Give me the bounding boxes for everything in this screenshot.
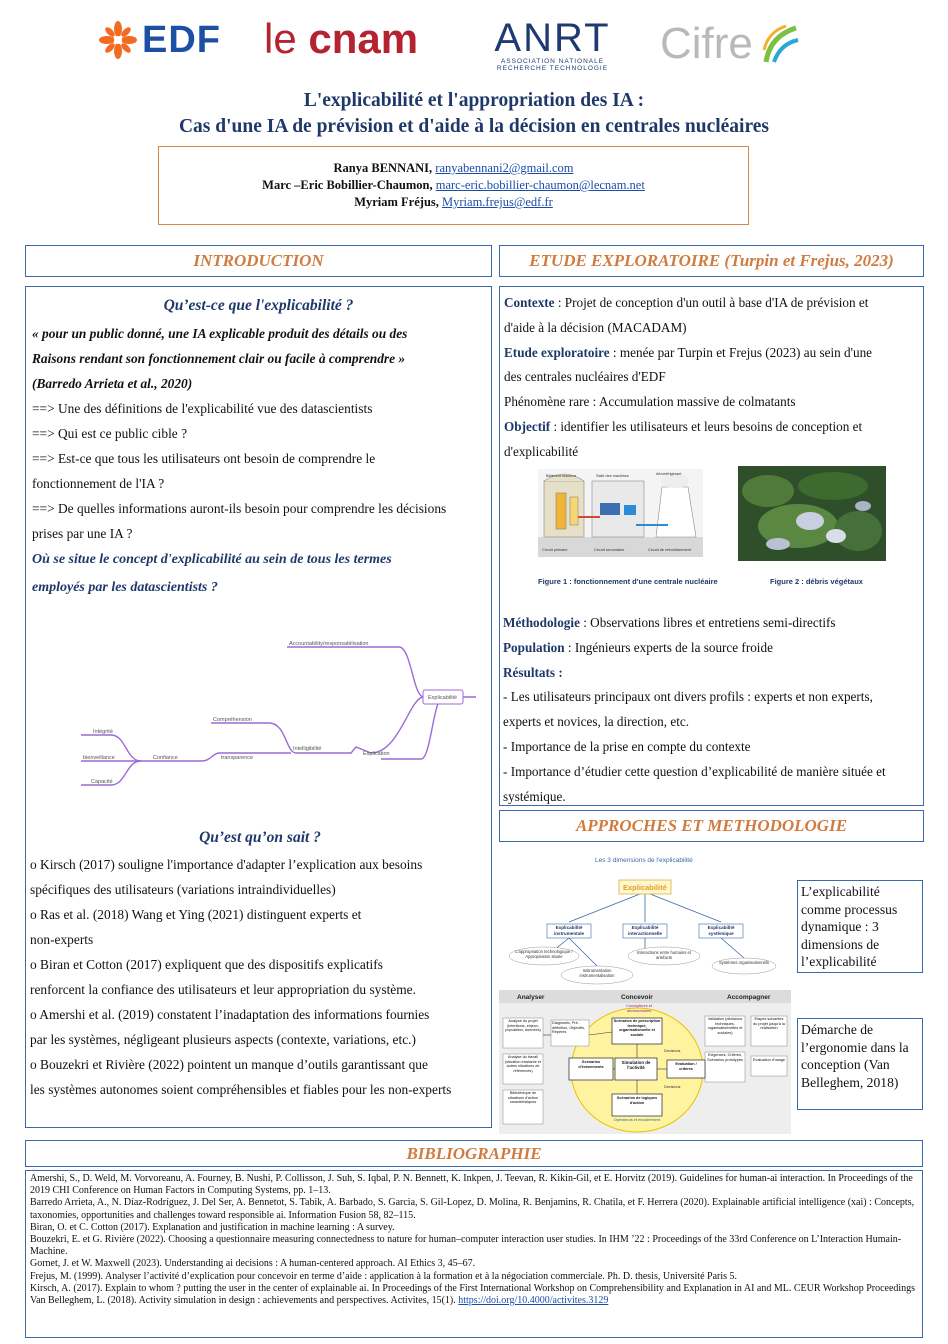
- result-line: - Importance de la prise en compte du contexte: [503, 738, 751, 754]
- vegetal-debris-photo: [738, 466, 886, 561]
- objective-line: [504, 415, 919, 440]
- etude-section-title: ETUDE EXPLORATOIRE (Turpin et Frejus, 2023): [499, 245, 924, 277]
- plant-label-aero: Aéroréfrigérant: [656, 472, 682, 476]
- objective-line: d'explicabilité: [504, 443, 579, 459]
- three-dimensions-diagram: [499, 852, 791, 985]
- intro-line: ==> Qui est ce public cible ?: [32, 426, 188, 441]
- map-node-bienveillance: bienveillance: [83, 755, 115, 761]
- logo-edf: [98, 18, 228, 64]
- question-concept-location-line1: Où se situe le concept d'explicabilité au sein de tous les termes: [32, 552, 392, 567]
- intro-line: ==> Est-ce que tous les utilisateurs ont besoin de comprendre le: [32, 451, 376, 466]
- plant-label-secondaire: Circuit secondaire: [594, 548, 625, 552]
- cnam-logo-right: cnam: [308, 15, 419, 62]
- definition-quote-line1: « pour un public donné, une IA explicable produit des détails ou des: [32, 326, 408, 341]
- exigences-criteres: Exigences, Critères, Scénarios prototypes: [707, 1053, 743, 1062]
- dimension-interactional: Explicabilité interactionnelle: [628, 925, 662, 936]
- reference-item: Gornet, J. et W. Maxwell (2023). Understanding ai decisions : A human-centered approach. AI Ethics 3, 45–67.: [30, 1258, 476, 1270]
- nuclear-plant-figure: [538, 469, 703, 557]
- anrt-logo-sub2: RECHERCHE TECHNOLOGIE: [496, 65, 609, 72]
- map-node-integrite: Intégrité: [93, 729, 113, 735]
- concept-mind-map: [81, 635, 481, 795]
- objective-text: : identifier les utilisateurs et leurs besoins de conception et: [550, 418, 863, 434]
- dimension-leaf-interactions: Interactions entre humains et artefacts: [636, 950, 691, 960]
- decisions-top: Décisions: [664, 1049, 681, 1053]
- study-line: des centrales nucléaires d'EDF: [504, 369, 666, 385]
- known-item: o Amershi et al. (2019) constatent l’inadaptation des informations fournies: [30, 1007, 430, 1022]
- author-row: [159, 177, 748, 194]
- dimension-systemic: Explicabilité systémique: [707, 925, 735, 936]
- dimensions-root: Explicabilité: [623, 883, 667, 892]
- context-text: : Projet de conception d'un outil à base d'IA de prévision et: [554, 295, 869, 310]
- introduction-box: [25, 286, 492, 1128]
- intro-line: fonctionnement de l'IA ?: [32, 476, 165, 491]
- definition-quote-line2: Raisons rendant son fonctionnement clair ou facile à comprendre »: [32, 351, 406, 366]
- phase-concevoir: Concevoir: [621, 994, 653, 1001]
- simulation-activite: Simulation de l'activité: [621, 1060, 651, 1071]
- cnam-logo-left: le: [264, 15, 309, 62]
- poster-title-line1: L'explicabilité et l'appropriation des IA :: [303, 90, 645, 111]
- diagnostic: Diagnostic, Pré-définition, Objectifs, Repères: [552, 1021, 586, 1035]
- author-name: Ranya BENNANI,: [333, 161, 436, 175]
- ergonomics-explanation-box: Démarche de l’ergonomie dans la conception (Van Belleghem, 2018): [797, 1018, 923, 1110]
- result-line: systémique.: [503, 788, 566, 804]
- decisions-bottom: Décisions: [664, 1085, 681, 1089]
- map-node-capacite: Capacité: [91, 779, 113, 785]
- edf-logo-text: EDF: [142, 19, 221, 61]
- phase-analyser: Analyser: [517, 994, 545, 1001]
- etapes-suivantes: Étapes suivantes du projet jusqu'à la réalisation: [753, 1017, 785, 1031]
- logo-cifre: [660, 18, 805, 70]
- dimension-leaf-systemes: Systèmes organisationnels: [718, 960, 770, 965]
- anrt-logo-text: ANRT: [494, 16, 611, 60]
- scenarios-prescription: Scénarios de prescription technique, organisationnelle et sociale: [613, 1019, 661, 1037]
- reference-item: Kirsch, A. (2017). Explain to whom ? putting the user in the center of explainable ai. In Proceedings of the First International Workshop on Comprehensibility and Explanation in AI and ML. CEUR Workshop Proceedings: [30, 1282, 916, 1294]
- known-item: renforcent la confiance des utilisateurs et leur appropriation du système.: [30, 982, 416, 997]
- reference-item: Barredo Arrieta, A., N. Díaz-Rodríguez, J. Del Ser, A. Bennetot, S. Tabik, A. Barbado, S. Garcia, S. Gil-Lopez, D. Molina, R. Benjamins, R. Chatila, et F. Herrera (2020). Explainable artificial intelligence (xai) : Concepts, taxonomies, opportunities and challenges toward responsible ai. Information Fusion 58, 82–115.: [30, 1197, 915, 1221]
- methodology-line: [503, 611, 923, 636]
- study-text: : menée par Turpin et Frejus (2023) au sein d'une: [609, 344, 873, 360]
- known-item: spécifiques des utilisateurs (variations intraindividuelles): [30, 882, 336, 897]
- bibliography-box: [25, 1170, 923, 1338]
- etude-results: [503, 611, 923, 809]
- result-line: - Les utilisateurs principaux ont divers profils : experts et non experts,: [503, 689, 873, 705]
- evaluation-usage: Évaluation d'usage: [753, 1058, 785, 1062]
- intro-line: prises par une IA ?: [32, 526, 133, 541]
- operateurs: Opérateurs et encadrement: [613, 1118, 661, 1122]
- map-node-explication: Explication: [363, 751, 390, 757]
- reference-text: Van Belleghem, L. (2018). Activity simulation in design : achievements and perspectives. Activites, 15(1).: [30, 1295, 459, 1307]
- poster-title-line2: Cas d'une IA de prévision et d'aide à la décision en centrales nucléaires: [178, 116, 770, 137]
- phase-accompagner: Accompagner: [727, 994, 771, 1001]
- results-label: Résultats :: [503, 664, 563, 680]
- plant-label-refroid: Circuit de refroidissement: [648, 548, 692, 552]
- anrt-logo-sub1: ASSOCIATION NATIONALE: [500, 58, 605, 65]
- figure1-caption: Figure 1 : fonctionnement d'une centrale nucléaire: [538, 577, 718, 586]
- analyse-travail: Analyse du travail (situation existante et autres situations de références): [505, 1055, 541, 1073]
- context-label: Contexte: [504, 295, 555, 310]
- author-name: Myriam Fréjus,: [354, 195, 443, 209]
- known-item: non-experts: [30, 932, 94, 947]
- question-what-is-explicability: Qu’est-ce que l'explicabilité ?: [163, 297, 354, 314]
- study-line: [504, 341, 919, 366]
- doi-link[interactable]: https://doi.org/10.4000/activites.3129: [458, 1295, 609, 1307]
- author-email-link[interactable]: ranyabennani2@gmail.com: [435, 161, 574, 175]
- population-line: [503, 636, 923, 661]
- population-label: Population: [503, 639, 565, 655]
- cifre-swoosh-icon: [760, 22, 802, 66]
- intro-line: ==> Une des définitions de l'explicabilité vue des datascientists: [32, 401, 373, 416]
- logo-cnam: [264, 14, 418, 64]
- dimension-leaf-instrumentation: Instrumentation instrumentalisation: [579, 968, 615, 978]
- result-line: experts et novices, la direction, etc.: [503, 714, 690, 730]
- bibliotheque-situations: Bibliothèque de situations d'action caractéristiques: [507, 1091, 539, 1105]
- etude-box: [499, 286, 924, 806]
- known-item: o Ras et al. (2018) Wang et Ying (2021) distinguent experts et: [30, 907, 362, 922]
- methodology-text: : Observations libres et entretiens semi-directifs: [579, 615, 836, 630]
- map-node-transparence: transparence: [221, 755, 254, 761]
- definition-quote-ref: (Barredo Arrieta et al., 2020): [32, 376, 193, 391]
- edf-flower-icon: [98, 20, 138, 60]
- question-what-we-know: Qu’est qu’on sait ?: [199, 829, 321, 846]
- cifre-logo-text: Cifre: [660, 19, 753, 68]
- logo-anrt: [490, 18, 615, 70]
- phenomenon-line: Phénomène rare : Accumulation massive de colmatants: [504, 394, 796, 410]
- authors-box: [158, 146, 749, 225]
- known-item: o Kirsch (2017) souligne l'importance d'adapter l’explication aux besoins: [30, 857, 423, 872]
- reference-item: Biran, O. et C. Cotton (2017). Explanation and justification in machine learning : A survey.: [30, 1221, 395, 1233]
- study-label: Etude exploratoire: [504, 344, 610, 360]
- plant-label-primaire: Circuit primaire: [542, 548, 568, 552]
- known-item: o Biran et Cotton (2017) expliquent que des dispositifs explicatifs: [30, 957, 383, 972]
- dimensions-diagram-title: Les 3 dimensions de l'explicabilité: [595, 857, 693, 864]
- context-line: [504, 291, 919, 316]
- author-row: [159, 160, 748, 177]
- ergonomics-process-diagram: [499, 990, 791, 1134]
- map-node-comprehension: Compréhension: [213, 717, 252, 723]
- known-item: les systèmes autonomes soient compréhensibles et fiables pour les non-experts: [30, 1082, 452, 1097]
- methodology-label: Méthodologie: [503, 615, 580, 630]
- map-node-confiance: Confiance: [153, 755, 178, 761]
- dimension-instrumental: Explicabilité instrumentale: [553, 925, 585, 936]
- reference-item: Bouzekri, E. et G. Rivière (2022). Choosing a questionnaire measuring connectedness to nature for human–computer interaction user studies. In IHM ’22 : Proceedings of the 33rd Conference on L’Interaction Humain-Machine.: [30, 1234, 902, 1258]
- reference-item: Amershi, S., D. Weld, M. Vorvoreanu, A. Fourney, B. Nushi, P. Collisson, J. Suh, S. Iqbal, P. N. Bennett, K. Inkpen, J. Teevan, R. Kikin-Gil, et E. Horvitz (2019). Guidelines for human-ai interaction. In Proceedings of the 2019 CHI Conference on Human Factors in Computing Systems, pp. 1–13.: [30, 1173, 913, 1197]
- known-item: o Bouzekri et Rivière (2022) pointent un manque d’outils garantissant que: [30, 1057, 428, 1072]
- result-line: - Importance d’étudier cette question d’explicabilité de manière située et: [503, 763, 886, 779]
- author-name: Marc –Eric Bobillier-Chaumon,: [262, 178, 436, 192]
- population-text: : Ingénieurs experts de la source froide: [564, 639, 773, 655]
- map-node-explicabilite: Explicabilité: [428, 695, 458, 701]
- evaluation-criteres: Evaluation / critères: [675, 1062, 697, 1071]
- plant-label-salle: Salle des machines: [596, 474, 629, 478]
- concepteurs: Concepteurs et décisionnaires: [626, 1004, 652, 1013]
- map-node-accountability: Accountability/responsabilisation: [289, 641, 369, 647]
- author-row: [159, 194, 748, 211]
- author-email-link[interactable]: marc-eric.bobillier-chaumon@lecnam.net: [435, 178, 645, 192]
- approches-section-title: APPROCHES ET METHODOLOGIE: [499, 810, 924, 842]
- intro-line: ==> De quelles informations auront-ils besoin pour comprendre les décisions: [32, 501, 447, 516]
- objective-label: Objectif: [504, 418, 551, 434]
- bibliographie-section-title: BIBLIOGRAPHIE: [25, 1140, 923, 1167]
- dimensions-explanation-box: L’explicabilité comme processus dynamique : 3 dimensions de l’explicabilité: [797, 880, 923, 973]
- introduction-section-title: INTRODUCTION: [25, 245, 492, 277]
- author-email-link[interactable]: Myriam.frejus@edf.fr: [442, 195, 553, 209]
- map-node-intelligibilite: Intelligibilité: [293, 746, 322, 752]
- validation-decisions: Validation (décisions techniques, organisationnelles et sociales): [707, 1017, 743, 1035]
- reference-item: Frejus, M. (1999). Analyser l’activité d’explication pour concevoir en terme d’aide : application à la formation et à la négociation commerciale. Ph. D. thesis, Université Paris 5.: [30, 1270, 738, 1282]
- context-line: d'aide à la décision (MACADAM): [504, 319, 687, 335]
- reference-item: [30, 1295, 918, 1307]
- dimension-leaf-appropriation: L'appropriation technologique / Appropriation située: [515, 949, 573, 959]
- scenarios-logiques: Scénarios de logiques d'action: [616, 1096, 658, 1105]
- plant-label-reacteur: Bâtiment réacteur: [546, 474, 576, 478]
- scenarios-evenements: Scénarios d'évènements: [578, 1060, 604, 1069]
- question-concept-location-line2: employés par les datascientists ?: [32, 580, 218, 595]
- figure2-caption: Figure 2 : débris végétaux: [770, 577, 863, 586]
- known-facts: [30, 824, 490, 1102]
- analyse-projet: Analyse du projet (intentions, enjeux, population, données): [505, 1019, 541, 1033]
- known-item: par les systèmes, négligeant plusieurs aspects (contexte, variations, etc.): [30, 1032, 416, 1047]
